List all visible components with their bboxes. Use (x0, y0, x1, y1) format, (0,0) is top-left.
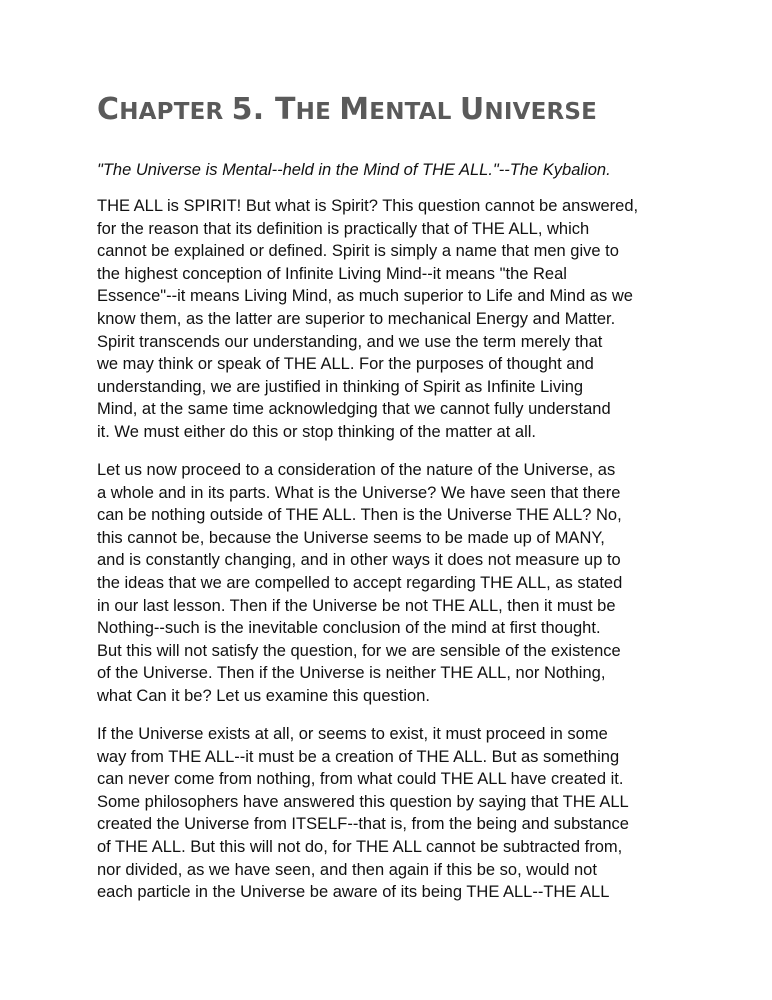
paragraph-2 (97, 459, 697, 708)
text-line: each particle in the Universe be aware of its being THE ALL--THE ALL (97, 883, 610, 902)
text-line: and is constantly changing, and in other ways it does not measure up to (97, 551, 621, 570)
text-line: a whole and in its parts. What is the Universe? We have seen that there (97, 483, 621, 502)
text-line: know them, as the latter are superior to mechanical Energy and Matter. (97, 309, 616, 328)
text-line: understanding, we are justified in thinking of Spirit as Infinite Living (97, 377, 584, 396)
chapter-title-part: C (97, 92, 120, 127)
text-line: Spirit transcends our understanding, and we use the term merely that (97, 332, 603, 351)
text-line: Nothing--such is the inevitable conclusion of the mind at first thought. (97, 619, 601, 638)
text-line: can be nothing outside of THE ALL. Then is the Universe THE ALL? No, (97, 506, 622, 525)
text-line: THE ALL is SPIRIT! But what is Spirit? This question cannot be answered, (97, 197, 639, 215)
chapter-title-part: 5. T (231, 92, 296, 127)
epigraph-quote: "The Universe is Mental--held in the Mind of THE ALL."--The Kybalion. (97, 161, 611, 179)
chapter-title (97, 93, 597, 129)
text-line: can never come from nothing, from what could THE ALL have created it. (97, 770, 624, 789)
text-line: in our last lesson. Then if the Universe be not THE ALL, then it must be (97, 596, 616, 615)
text-line: the highest conception of Infinite Living Mind--it means "the Real (97, 264, 567, 283)
text-line: nor divided, as we have seen, and then again if this be so, would not (97, 860, 597, 879)
paragraph-3 (97, 723, 697, 904)
text-line: Mind, at the same time acknowledging that we cannot fully understand (97, 400, 611, 419)
chapter-title-part: HAPTER (119, 99, 232, 125)
text-line: But this will not satisfy the question, for we are sensible of the existence (97, 641, 621, 660)
text-line: of THE ALL. But this will not do, for THE ALL cannot be subtracted from, (97, 837, 623, 856)
text-line: of the Universe. Then if the Universe is neither THE ALL, nor Nothing, (97, 664, 606, 683)
chapter-title-part: M (339, 92, 370, 127)
chapter-title-part: ENTAL (369, 99, 460, 125)
chapter-title-part: HE (295, 99, 340, 125)
text-line: cannot be explained or defined. Spirit is simply a name that men give to (97, 242, 619, 261)
text-line: it. We must either do this or stop thinking of the matter at all. (97, 422, 536, 441)
text-line: what Can it be? Let us examine this question. (97, 686, 430, 705)
text-line: way from THE ALL--it must be a creation of THE ALL. But as something (97, 747, 620, 766)
chapter-title-part: NIVERSE (484, 99, 598, 125)
chapter-title-part: U (459, 92, 485, 127)
text-line: the ideas that we are compelled to accept regarding THE ALL, as stated (97, 573, 623, 592)
text-line: If the Universe exists at all, or seems to exist, it must proceed in some (97, 725, 608, 743)
paragraph-1 (97, 195, 697, 444)
text-line: created the Universe from ITSELF--that is, from the being and substance (97, 815, 629, 834)
text-line: we may think or speak of THE ALL. For the purposes of thought and (97, 355, 594, 374)
text-line: for the reason that its definition is practically that of THE ALL, which (97, 219, 590, 238)
text-line: Essence"--it means Living Mind, as much superior to Life and Mind as we (97, 287, 633, 306)
text-line: this cannot be, because the Universe seems to be made up of MANY, (97, 528, 605, 547)
text-line: Some philosophers have answered this question by saying that THE ALL (97, 792, 629, 811)
text-line: Let us now proceed to a consideration of the nature of the Universe, as (97, 461, 616, 479)
